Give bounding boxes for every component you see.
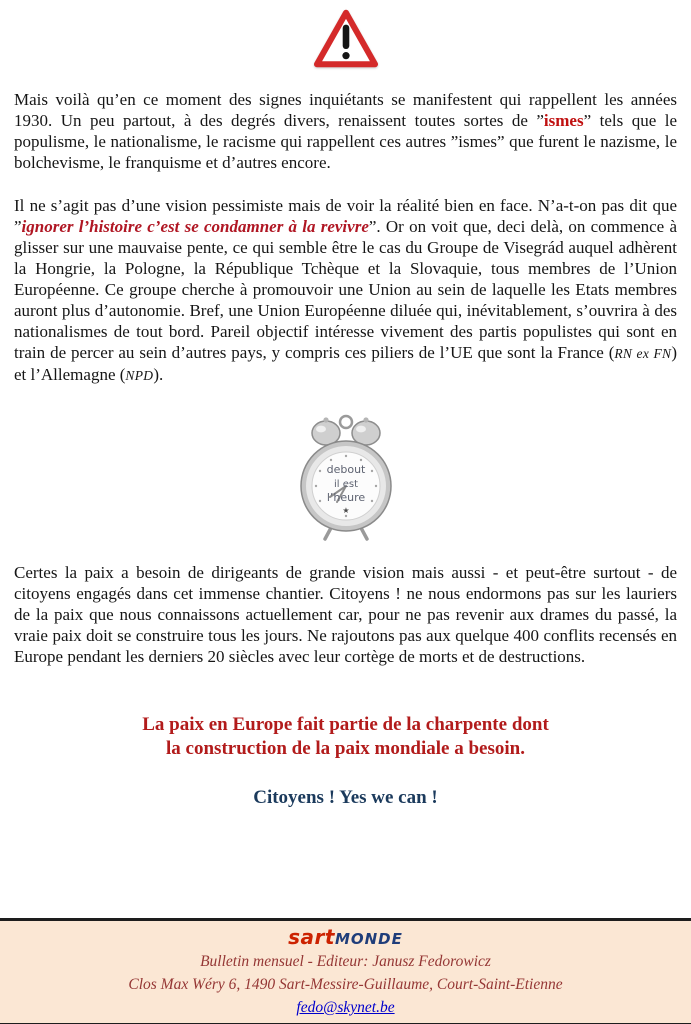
logo-monde-text: MONDE: [334, 930, 403, 948]
right-bell-knob: [363, 417, 368, 422]
left-bell-highlight: [316, 426, 326, 433]
paragraph-visegrad: [14, 195, 677, 386]
tick-dot: [344, 515, 346, 517]
footer-bulletin-line: Bulletin mensuel - Editeur: Janusz Fedorowicz: [200, 953, 491, 970]
warning-triangle-icon: [313, 8, 379, 69]
paragraph-ismes: [14, 89, 677, 173]
alarm-clock-image: [296, 412, 396, 542]
clock-handle-ring: [340, 416, 352, 428]
tick-dot: [318, 470, 320, 472]
warning-triangle-svg: [313, 8, 379, 69]
tick-dot: [344, 455, 346, 457]
text-run: ) et l’Allemagne (: [14, 343, 678, 384]
clock-right-bell: [352, 421, 380, 445]
tick-dot: [370, 500, 372, 502]
right-bell-highlight: [356, 426, 366, 433]
clock-left-bell: [312, 421, 340, 445]
text-run: Mais voilà qu’en ce moment des signes inquiétants se manifestent qui rappellent les années 1930. Un peu partout, à des degrés divers, renaissent toutes sortes de ”: [14, 90, 677, 130]
text-run: ”. Or on voit que, deci delà, on commence à glisser sur une mauvaise pente, ce qui semble être le cas du Groupe de Visegrád auquel adhèrent la Hongrie, la Pologne, la République Tchèque et la Slovaquie, tous membres de l’Union Européenne. Ce groupe cherche à promouvoir une Union au sein de laquelle les Etats membres auront plus d’autonomie. Bref, une Union Européenne diluée qui, inévitablement, s’ouvrira à des nationalismes de tout bord. Pareil objectif intéresse vivement des partis populistes qui sont en train de percer au sein d’autres pays, y compris ces piliers de l’UE que sont la France (: [14, 217, 677, 362]
tick-dot: [359, 459, 361, 461]
text-run: Certes la paix a besoin de dirigeants de grande vision mais aussi - et peut-être surtout - de citoyens engagés dans cet immense chantier. Citoyens ! ne nous endormons pas sur les lauriers de la paix que nous connaissons actuellement car, pour ne pas revenir aux drames du passé, la vraie paix doit se construire tous les jours. Ne rajoutons pas aux quelque 400 conflits recensés en Europe pendant les derniers 20 siècles avec leur cortège de morts et de destructions.: [14, 563, 677, 666]
footer: [0, 918, 691, 1024]
tick-dot: [370, 470, 372, 472]
acronym-npd: NPD: [125, 368, 154, 383]
red-heading: [14, 713, 677, 761]
footer-address-line: Clos Max Wéry 6, 1490 Sart-Messire-Guillaume, Court-Saint-Etienne: [128, 976, 563, 993]
red-heading-line1: La paix en Europe fait partie de la charpente dont: [142, 714, 549, 735]
clock-text-line1: debout: [326, 463, 365, 476]
tick-dot: [314, 485, 316, 487]
exclamation-dot: [342, 52, 349, 59]
slogan-yes-we-can: Citoyens ! Yes we can !: [253, 787, 438, 808]
email-link[interactable]: fedo@skynet.be: [296, 999, 395, 1016]
red-quote-histoire: ignorer l’histoire c’est se condamner à la revivre: [21, 217, 369, 236]
paragraph-citoyens: [14, 562, 677, 667]
text-run: ” tels que le populisme, le nationalisme, le racisme qui rappellent ces autres ”ismes” que furent le nazisme, le bolchevisme, le franquisme et d’autres encore.: [14, 111, 677, 172]
red-bold-ismes: ismes: [543, 111, 584, 130]
left-bell-knob: [323, 417, 328, 422]
tick-dot: [329, 459, 331, 461]
footer-email-row: [0, 997, 691, 1019]
red-heading-line2: la construction de la paix mondiale a besoin.: [166, 738, 525, 759]
clock-text-line3: l’heure: [326, 491, 365, 504]
text-run: ).: [153, 365, 164, 384]
tick-dot: [374, 485, 376, 487]
clock-star: ★: [341, 506, 350, 515]
acronym-rn-fn: RN ex FN: [614, 346, 672, 361]
clock-text-line2: il est: [333, 479, 358, 490]
tick-dot: [318, 500, 320, 502]
logo-sart-text: sart: [288, 925, 335, 949]
alarm-clock-svg: [296, 412, 396, 542]
sartmonde-logo: [0, 926, 691, 950]
text-run: Il ne s’agit pas d’une vision pessimiste mais de voir la réalité bien en face. N’a-t-on pas dit que ”: [14, 196, 677, 236]
